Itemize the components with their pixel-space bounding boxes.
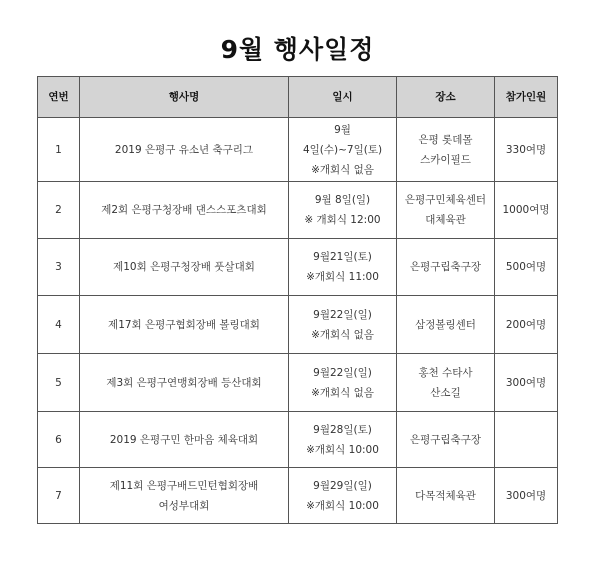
page-title: 9월 행사일정 bbox=[220, 35, 375, 64]
event-participants: 300여명 bbox=[495, 354, 558, 412]
datetime-line: ※개회식 10:00 bbox=[306, 499, 379, 512]
venue-line: 스카이필드 bbox=[420, 153, 471, 166]
event-participants: 300여명 bbox=[495, 468, 558, 524]
event-name bbox=[80, 296, 289, 354]
event-name bbox=[80, 182, 289, 239]
event-name-line: 제2회 은평구청장배 댄스스포츠대회 bbox=[101, 204, 267, 216]
event-name bbox=[80, 468, 289, 524]
venue-line: 은평구민체육센터 bbox=[404, 194, 487, 206]
event-datetime bbox=[289, 182, 397, 239]
header-no: 연번 bbox=[38, 77, 80, 118]
row-number: 2 bbox=[38, 182, 80, 239]
row-number: 7 bbox=[38, 468, 80, 524]
header-event-name: 행사명 bbox=[80, 77, 289, 118]
event-name bbox=[80, 118, 289, 182]
event-venue bbox=[397, 118, 495, 182]
datetime-line: 9월 8일(일) bbox=[314, 194, 371, 206]
header-venue: 장소 bbox=[397, 77, 495, 118]
datetime-line: ※개회식 10:00 bbox=[306, 443, 379, 456]
event-datetime bbox=[289, 118, 397, 182]
venue-line: 산소길 bbox=[430, 386, 461, 399]
event-participants: 500여명 bbox=[495, 239, 558, 296]
event-name bbox=[80, 354, 289, 412]
row-number: 4 bbox=[38, 296, 80, 354]
table-header-row bbox=[38, 77, 558, 118]
event-venue bbox=[397, 239, 495, 296]
event-venue bbox=[397, 354, 495, 412]
event-datetime bbox=[289, 468, 397, 524]
event-datetime bbox=[289, 412, 397, 468]
table-row bbox=[38, 239, 558, 296]
event-name-line: 제10회 은평구청장배 풋살대회 bbox=[113, 261, 255, 273]
table-row bbox=[38, 182, 558, 239]
event-participants: 1000여명 bbox=[495, 182, 558, 239]
event-venue bbox=[397, 468, 495, 524]
table-row bbox=[38, 354, 558, 412]
venue-line: 삼정볼링센터 bbox=[415, 318, 476, 331]
table-row bbox=[38, 296, 558, 354]
datetime-line: ※개회식 없음 bbox=[311, 328, 374, 341]
row-number: 1 bbox=[38, 118, 80, 182]
event-participants bbox=[495, 412, 558, 468]
datetime-line: 4일(수)~7일(토) bbox=[302, 143, 383, 156]
datetime-line: 9월28일(토) bbox=[313, 423, 372, 436]
venue-line: 홍천 수타사 bbox=[418, 366, 473, 379]
row-number: 6 bbox=[38, 412, 80, 468]
venue-line: 은평 롯데몰 bbox=[418, 133, 473, 146]
event-name bbox=[80, 412, 289, 468]
datetime-line: 9월22일(일) bbox=[313, 308, 372, 321]
row-number: 5 bbox=[38, 354, 80, 412]
event-venue bbox=[397, 296, 495, 354]
header-datetime: 일시 bbox=[289, 77, 397, 118]
event-schedule-table bbox=[37, 76, 558, 524]
datetime-line: 9월29일(일) bbox=[313, 479, 372, 492]
event-participants: 200여명 bbox=[495, 296, 558, 354]
datetime-line: ※개회식 없음 bbox=[311, 386, 374, 399]
header-participants: 참가인원 bbox=[495, 77, 558, 118]
event-name-line: 2019 은평구 유소년 축구리그 bbox=[114, 143, 254, 156]
datetime-line: ※ 개회식 12:00 bbox=[304, 214, 381, 226]
table-row bbox=[38, 118, 558, 182]
datetime-line: 9월21일(토) bbox=[313, 251, 372, 263]
datetime-line: ※개회식 없음 bbox=[311, 163, 374, 176]
venue-line: 대체육관 bbox=[425, 214, 466, 226]
event-datetime bbox=[289, 239, 397, 296]
event-name-line: 제17회 은평구협회장배 볼링대회 bbox=[108, 318, 260, 331]
event-participants: 330여명 bbox=[495, 118, 558, 182]
venue-line: 은평구립축구장 bbox=[409, 261, 481, 273]
venue-line: 다목적체육관 bbox=[415, 489, 476, 502]
event-name-line: 제11회 은평구배드민턴협회장배 bbox=[109, 479, 259, 492]
venue-line: 은평구립축구장 bbox=[409, 433, 481, 446]
event-name-line: 2019 은평구민 한마음 체육대회 bbox=[109, 433, 259, 446]
event-venue bbox=[397, 182, 495, 239]
event-datetime bbox=[289, 296, 397, 354]
event-venue bbox=[397, 412, 495, 468]
event-datetime bbox=[289, 354, 397, 412]
table-row bbox=[38, 412, 558, 468]
datetime-line: ※개회식 11:00 bbox=[306, 271, 379, 283]
event-name-line: 제3회 은평구연맹회장배 등산대회 bbox=[106, 376, 262, 389]
datetime-line: 9월22일(일) bbox=[313, 366, 372, 379]
event-name-line: 여성부대회 bbox=[158, 499, 210, 512]
table-row bbox=[38, 468, 558, 524]
datetime-line: 9월 bbox=[334, 123, 351, 136]
event-name bbox=[80, 239, 289, 296]
row-number: 3 bbox=[38, 239, 80, 296]
